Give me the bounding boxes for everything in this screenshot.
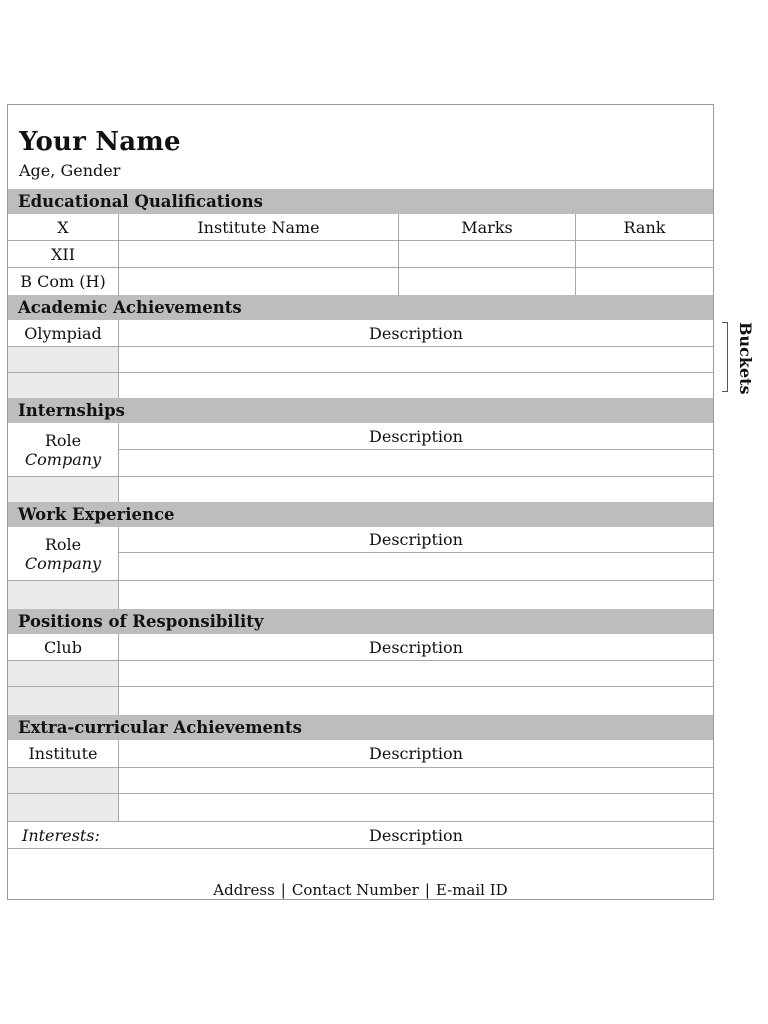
extra-label-empty: [8, 794, 119, 821]
internship-label-empty: [8, 477, 119, 502]
work-role: Role: [44, 534, 82, 554]
internship-description-empty: [119, 477, 713, 502]
internship-desc-box: [119, 423, 713, 450]
education-col-marks: Marks: [399, 214, 576, 240]
internship-company: Company: [24, 449, 102, 469]
section-work-title: Work Experience: [8, 502, 713, 527]
education-marks-cell: [399, 268, 576, 295]
positions-description: Description: [369, 637, 463, 657]
extra-row: [8, 794, 713, 822]
extra-label: Institute: [8, 740, 119, 767]
education-marks-cell: [399, 241, 576, 267]
internship-role-company: [8, 423, 119, 476]
footer-separator: |: [424, 881, 430, 899]
education-col-x: X: [8, 214, 119, 240]
person-name: Your Name: [19, 127, 181, 157]
education-row-label: XII: [8, 241, 119, 267]
internship-description: Description: [369, 426, 463, 446]
positions-label: Club: [8, 634, 119, 660]
interests-description: Description: [369, 825, 463, 845]
positions-label-empty: [8, 661, 119, 686]
extra-description-empty: [119, 768, 713, 793]
academic-row: [8, 320, 713, 347]
academic-row: [8, 347, 713, 373]
education-row: [8, 268, 713, 295]
positions-description-empty: [119, 687, 713, 715]
education-institute-cell: [119, 241, 399, 267]
age-gender: Age, Gender: [19, 161, 121, 180]
education-row: [8, 241, 713, 268]
contact-footer: [8, 881, 713, 899]
academic-description: Description: [369, 323, 463, 343]
footer-address: Address: [213, 881, 275, 899]
extra-label-empty: [8, 768, 119, 793]
footer-email: E-mail ID: [435, 881, 508, 899]
work-desc-box: [119, 527, 713, 553]
section-academic-title: Academic Achievements: [8, 295, 713, 320]
internship-role: Role: [44, 430, 82, 450]
academic-description-empty: [119, 347, 713, 372]
positions-label-empty: [8, 687, 119, 715]
positions-description-empty: [119, 661, 713, 686]
education-header-row: [8, 214, 713, 241]
academic-label-empty: [8, 347, 119, 372]
footer-separator: |: [280, 881, 286, 899]
education-institute-cell: [119, 268, 399, 295]
work-row: [8, 581, 713, 609]
work-role-company: [8, 527, 119, 580]
resume-header: [8, 105, 713, 189]
work-description: Description: [369, 530, 463, 549]
footer-contact-number: Contact Number: [291, 881, 419, 899]
interests-label: Interests:: [22, 825, 100, 845]
education-col-institute: Institute Name: [119, 214, 399, 240]
positions-row: [8, 661, 713, 687]
section-education-title: Educational Qualifications: [8, 189, 713, 214]
academic-row: [8, 373, 713, 398]
academic-label: Olympiad: [8, 320, 119, 346]
work-company: Company: [24, 553, 102, 573]
academic-label-empty: [8, 373, 119, 398]
buckets-bracket: [722, 322, 728, 392]
buckets-label: Buckets: [736, 322, 755, 395]
positions-row: [8, 687, 713, 715]
extra-description-empty: [119, 794, 713, 821]
section-internships-title: Internships: [8, 398, 713, 423]
interests-row: [8, 822, 713, 849]
resume-sheet: [7, 104, 714, 900]
positions-row: [8, 634, 713, 661]
education-row-label: B Com (H): [8, 268, 119, 295]
extra-row: [8, 740, 713, 768]
section-extra-title: Extra-curricular Achievements: [8, 715, 713, 740]
section-positions-title: Positions of Responsibility: [8, 609, 713, 634]
education-rank-cell: [576, 241, 713, 267]
extra-description: Description: [369, 744, 463, 763]
work-description-empty: [119, 581, 713, 609]
work-label-empty: [8, 581, 119, 609]
work-row: [8, 527, 713, 581]
extra-row: [8, 768, 713, 794]
internships-row: [8, 477, 713, 502]
education-rank-cell: [576, 268, 713, 295]
education-col-rank: Rank: [623, 217, 666, 237]
academic-description-empty: [119, 373, 713, 398]
internships-row: [8, 423, 713, 477]
